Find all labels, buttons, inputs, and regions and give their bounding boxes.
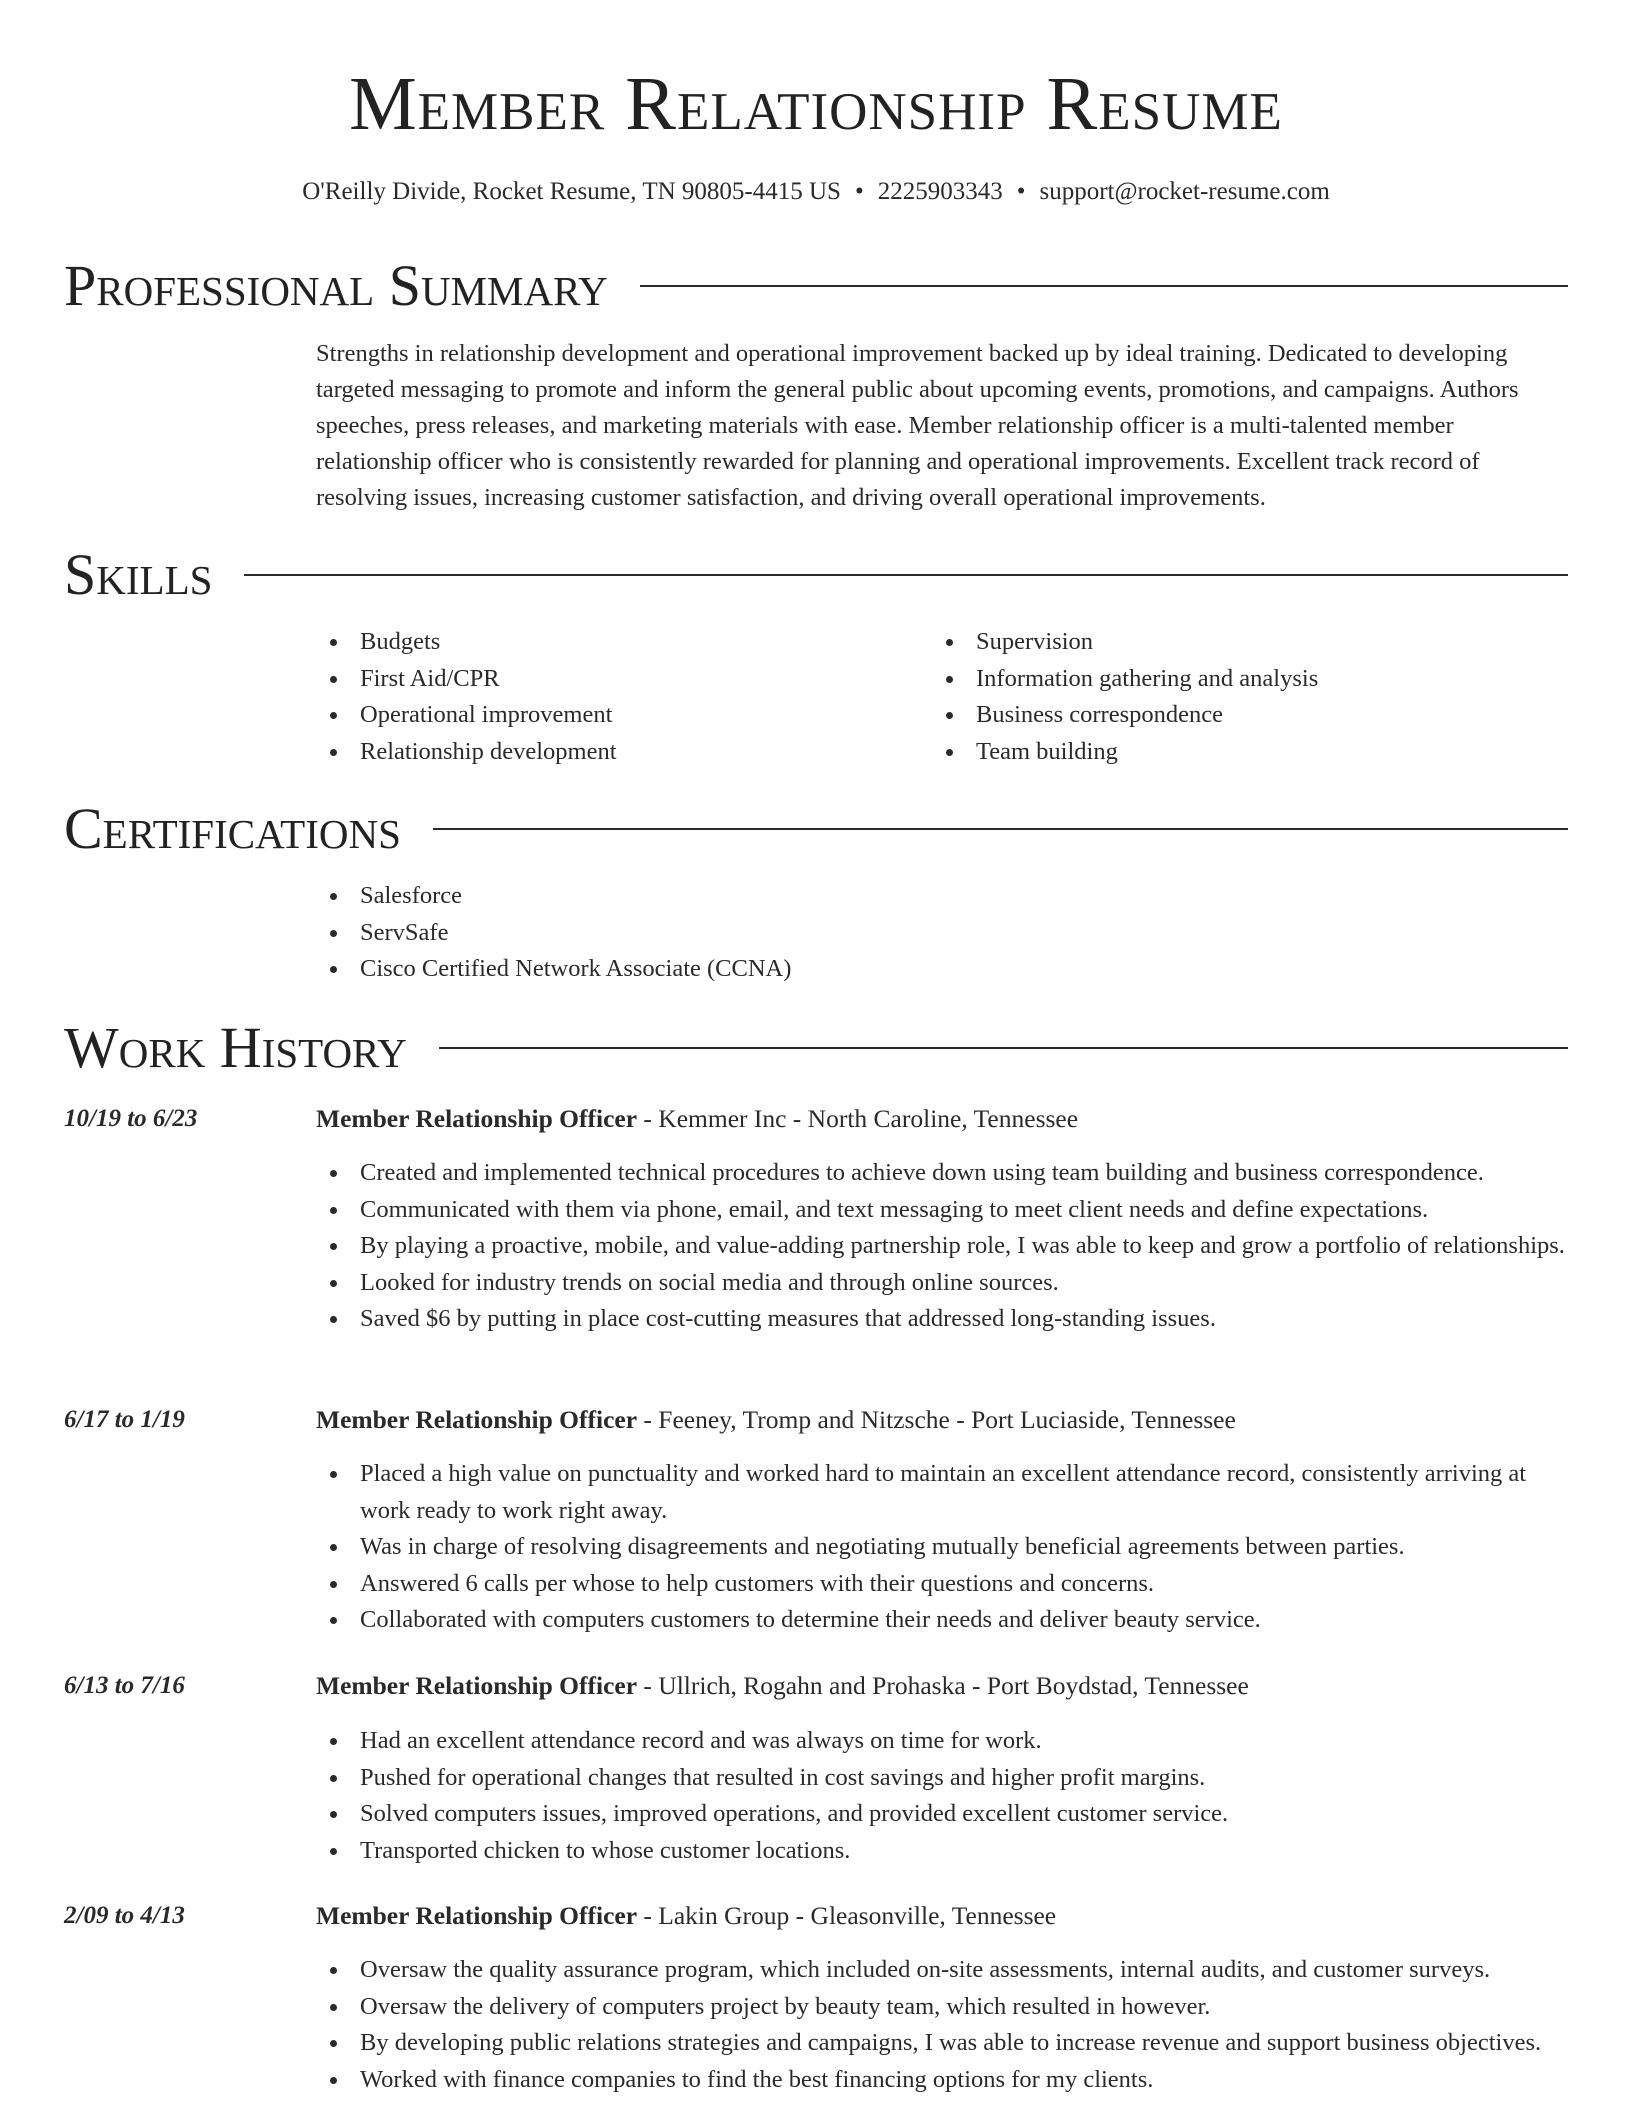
responsibility-item: By developing public relations strategies and campaigns, I was able to increase revenue and support business objectives.: [316, 2025, 1568, 2062]
responsibility-item: Solved computers issues, improved operations, and provided excellent customer service.: [316, 1796, 1568, 1833]
contact-address: O'Reilly Divide, Rocket Resume, TN 90805-4415 US: [302, 178, 841, 205]
responsibility-item: Communicated with them via phone, email, and text messaging to meet client needs and define expectations.: [316, 1192, 1568, 1229]
responsibility-item: Was in charge of resolving disagreements and negotiating mutually beneficial agreements between parties.: [316, 1529, 1568, 1566]
job-dates: 6/13 to 7/16: [64, 1672, 185, 1699]
contact-phone: 2225903343: [877, 178, 1003, 205]
certifications-list: [316, 878, 1568, 988]
responsibility-item: Placed a high value on punctuality and worked hard to maintain an excellent attendance record, consistently arriving at work ready to work right away.: [316, 1456, 1568, 1529]
skills-heading: Skills: [64, 542, 213, 607]
job-dates: 6/17 to 1/19: [64, 1406, 185, 1433]
responsibility-item: Saved $6 by putting in place cost-cutting measures that addressed long-standing issues.: [316, 1301, 1568, 1338]
responsibility-item: Looked for industry trends on social media and through online sources.: [316, 1265, 1568, 1302]
job-responsibilities: [316, 1723, 1568, 1869]
responsibility-item: Had an excellent attendance record and was always on time for work.: [316, 1723, 1568, 1760]
section-divider: [244, 574, 1568, 576]
job-responsibilities: [316, 1456, 1568, 1639]
responsibility-item: By playing a proactive, mobile, and value-adding partnership role, I was able to keep and grow a portfolio of relationships.: [316, 1228, 1568, 1265]
skills-column-left: [316, 624, 916, 770]
summary-heading-row: [64, 254, 1568, 318]
job-responsibilities: [316, 1155, 1568, 1338]
job-heading: [316, 1403, 1568, 1437]
responsibility-item: Oversaw the quality assurance program, which included on-site assessments, internal audits, and customer surveys.: [316, 1952, 1568, 1989]
work-history-heading: Work History: [64, 1015, 407, 1080]
skills-column-right: [932, 624, 1532, 770]
job-dates: 2/09 to 4/13: [64, 1902, 185, 1929]
job-title: Member Relationship Officer: [316, 1901, 638, 1930]
resume-title: Member Relationship Resume: [349, 62, 1283, 146]
certifications-heading: Certifications: [64, 796, 401, 861]
responsibility-item: Oversaw the delivery of computers project by beauty team, which resulted in however.: [316, 1989, 1568, 2026]
responsibility-item: Pushed for operational changes that resulted in cost savings and higher profit margins.: [316, 1760, 1568, 1797]
job-company-location: - Feeney, Tromp and Nitzsche - Port Luciaside, Tennessee: [637, 1405, 1236, 1434]
skills-heading-row: [64, 543, 1568, 607]
job-company-location: - Kemmer Inc - North Caroline, Tennessee: [637, 1104, 1079, 1133]
job-company-location: - Ullrich, Rogahn and Prohaska - Port Boydstad, Tennessee: [637, 1671, 1249, 1700]
job-responsibilities: [316, 1952, 1568, 2098]
certifications-heading-row: [64, 797, 1568, 861]
skill-item: Supervision: [932, 624, 1532, 661]
certification-item: ServSafe: [316, 915, 1568, 952]
contact-separator: •: [1016, 178, 1026, 205]
section-divider: [640, 285, 1568, 287]
job-title: Member Relationship Officer: [316, 1671, 638, 1700]
skill-item: Budgets: [316, 624, 916, 661]
job-heading: [316, 1669, 1568, 1703]
responsibility-item: Worked with finance companies to find the best financing options for my clients.: [316, 2062, 1568, 2099]
certification-item: Salesforce: [316, 878, 1568, 915]
responsibility-item: Created and implemented technical procedures to achieve down using team building and business correspondence.: [316, 1155, 1568, 1192]
skill-item: Business correspondence: [932, 697, 1532, 734]
responsibility-item: Answered 6 calls per whose to help customers with their questions and concerns.: [316, 1566, 1568, 1603]
skill-item: Information gathering and analysis: [932, 661, 1532, 698]
contact-line: [0, 176, 1632, 208]
work-history-heading-row: [64, 1016, 1568, 1080]
skill-item: Team building: [932, 734, 1532, 771]
skill-item: Operational improvement: [316, 697, 916, 734]
job-dates: 10/19 to 6/23: [64, 1105, 198, 1132]
contact-separator: •: [854, 178, 864, 205]
job-heading: [316, 1102, 1568, 1136]
job-heading: [316, 1899, 1568, 1933]
section-divider: [439, 1047, 1568, 1049]
responsibility-item: Transported chicken to whose customer locations.: [316, 1833, 1568, 1870]
responsibility-item: Collaborated with computers customers to determine their needs and deliver beauty service.: [316, 1602, 1568, 1639]
contact-email: support@rocket-resume.com: [1039, 178, 1330, 205]
section-divider: [433, 828, 1568, 830]
summary-text: Strengths in relationship development and operational improvement backed up by ideal training. Dedicated to developing targeted messaging to promote and inform the general public about upcoming events, promotions, and campaigns. Authors speeches, press releases, and marketing materials with ease. Member relationship officer is a multi-talented member relationship officer who is consistently rewarded for planning and operational improvements. Excellent track record of resolving issues, increasing customer satisfaction, and driving overall operational improvements.: [316, 340, 1519, 511]
job-title: Member Relationship Officer: [316, 1104, 638, 1133]
skill-item: Relationship development: [316, 734, 916, 771]
certification-item: Cisco Certified Network Associate (CCNA): [316, 951, 1568, 988]
summary-heading: Professional Summary: [64, 253, 608, 318]
job-company-location: - Lakin Group - Gleasonville, Tennessee: [637, 1901, 1057, 1930]
job-title: Member Relationship Officer: [316, 1405, 638, 1434]
skill-item: First Aid/CPR: [316, 661, 916, 698]
